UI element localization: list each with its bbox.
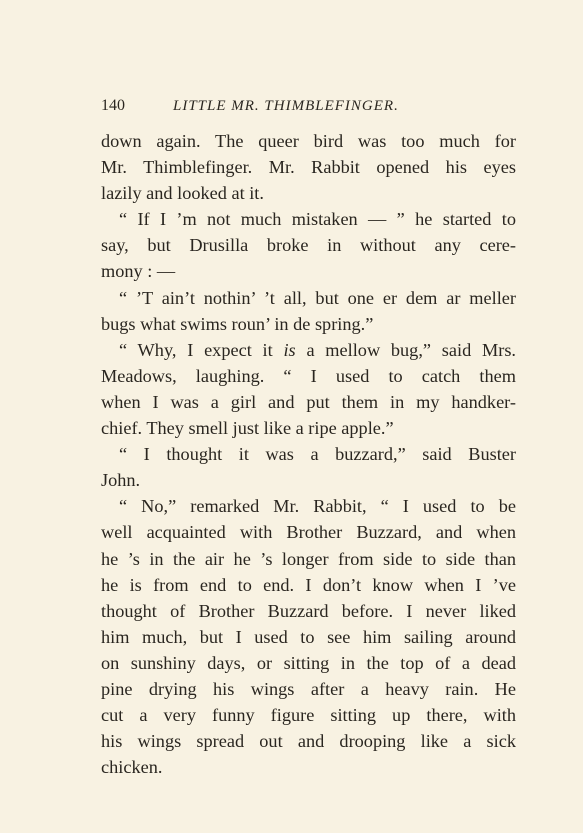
page-number: 140 [101, 97, 125, 114]
text-line: mony : — [101, 261, 176, 282]
page-header [101, 94, 481, 118]
text-line: Mr. Thimblefinger. Mr. Rabbit opened his eyes [101, 157, 516, 178]
text-line: he is from end to end. I don’t know when I ’ve [101, 574, 516, 595]
text-line: he ’s in the air he ’s longer from side to side than [101, 548, 516, 569]
text-line: down again. The queer bird was too much for [101, 131, 516, 151]
text-line: thought of Brother Buzzard before. I never liked [101, 600, 516, 621]
text-line: lazily and looked at it. [101, 183, 264, 204]
text-line: “ No,” remarked Mr. Rabbit, “ I used to be [119, 496, 516, 517]
text-line: his wings spread out and drooping like a sick [101, 731, 516, 752]
text-line: say, but Drusilla broke in without any cere- [101, 235, 516, 256]
text-line: chicken. [101, 757, 163, 778]
text-line: cut a very funny figure sitting up there, with [101, 705, 516, 726]
italic-word: is [283, 339, 296, 360]
text-line: on sunshiny days, or sitting in the top of a dead [101, 652, 516, 673]
text-line: Meadows, laughing. “ I used to catch them [101, 365, 516, 386]
text-line: “ If I ’m not much mistaken — ” he started to [119, 209, 516, 230]
text-line: chief. They smell just like a ripe apple.” [101, 418, 394, 439]
text-line: “ I thought it was a buzzard,” said Buster [119, 444, 516, 465]
text-line: “ ’T ain’t nothin’ ’t all, but one er dem ar meller [119, 287, 516, 308]
text-segment: a mellow bug,” said Mrs. [306, 339, 517, 360]
running-head: LITTLE MR. THIMBLEFINGER. [173, 98, 399, 114]
text-line: him much, but I used to see him sailing around [101, 626, 516, 647]
body-text [101, 128, 516, 780]
text-line: John. [101, 470, 141, 491]
text-line: bugs what swims roun’ in de spring.” [101, 313, 374, 334]
text-segment: “ Why, I expect it [119, 339, 273, 360]
text-line [101, 337, 516, 363]
text-line: when I was a girl and put them in my handker- [101, 391, 516, 412]
text-line: well acquainted with Brother Buzzard, and when [101, 522, 516, 543]
text-line: pine drying his wings after a heavy rain. He [101, 678, 516, 699]
